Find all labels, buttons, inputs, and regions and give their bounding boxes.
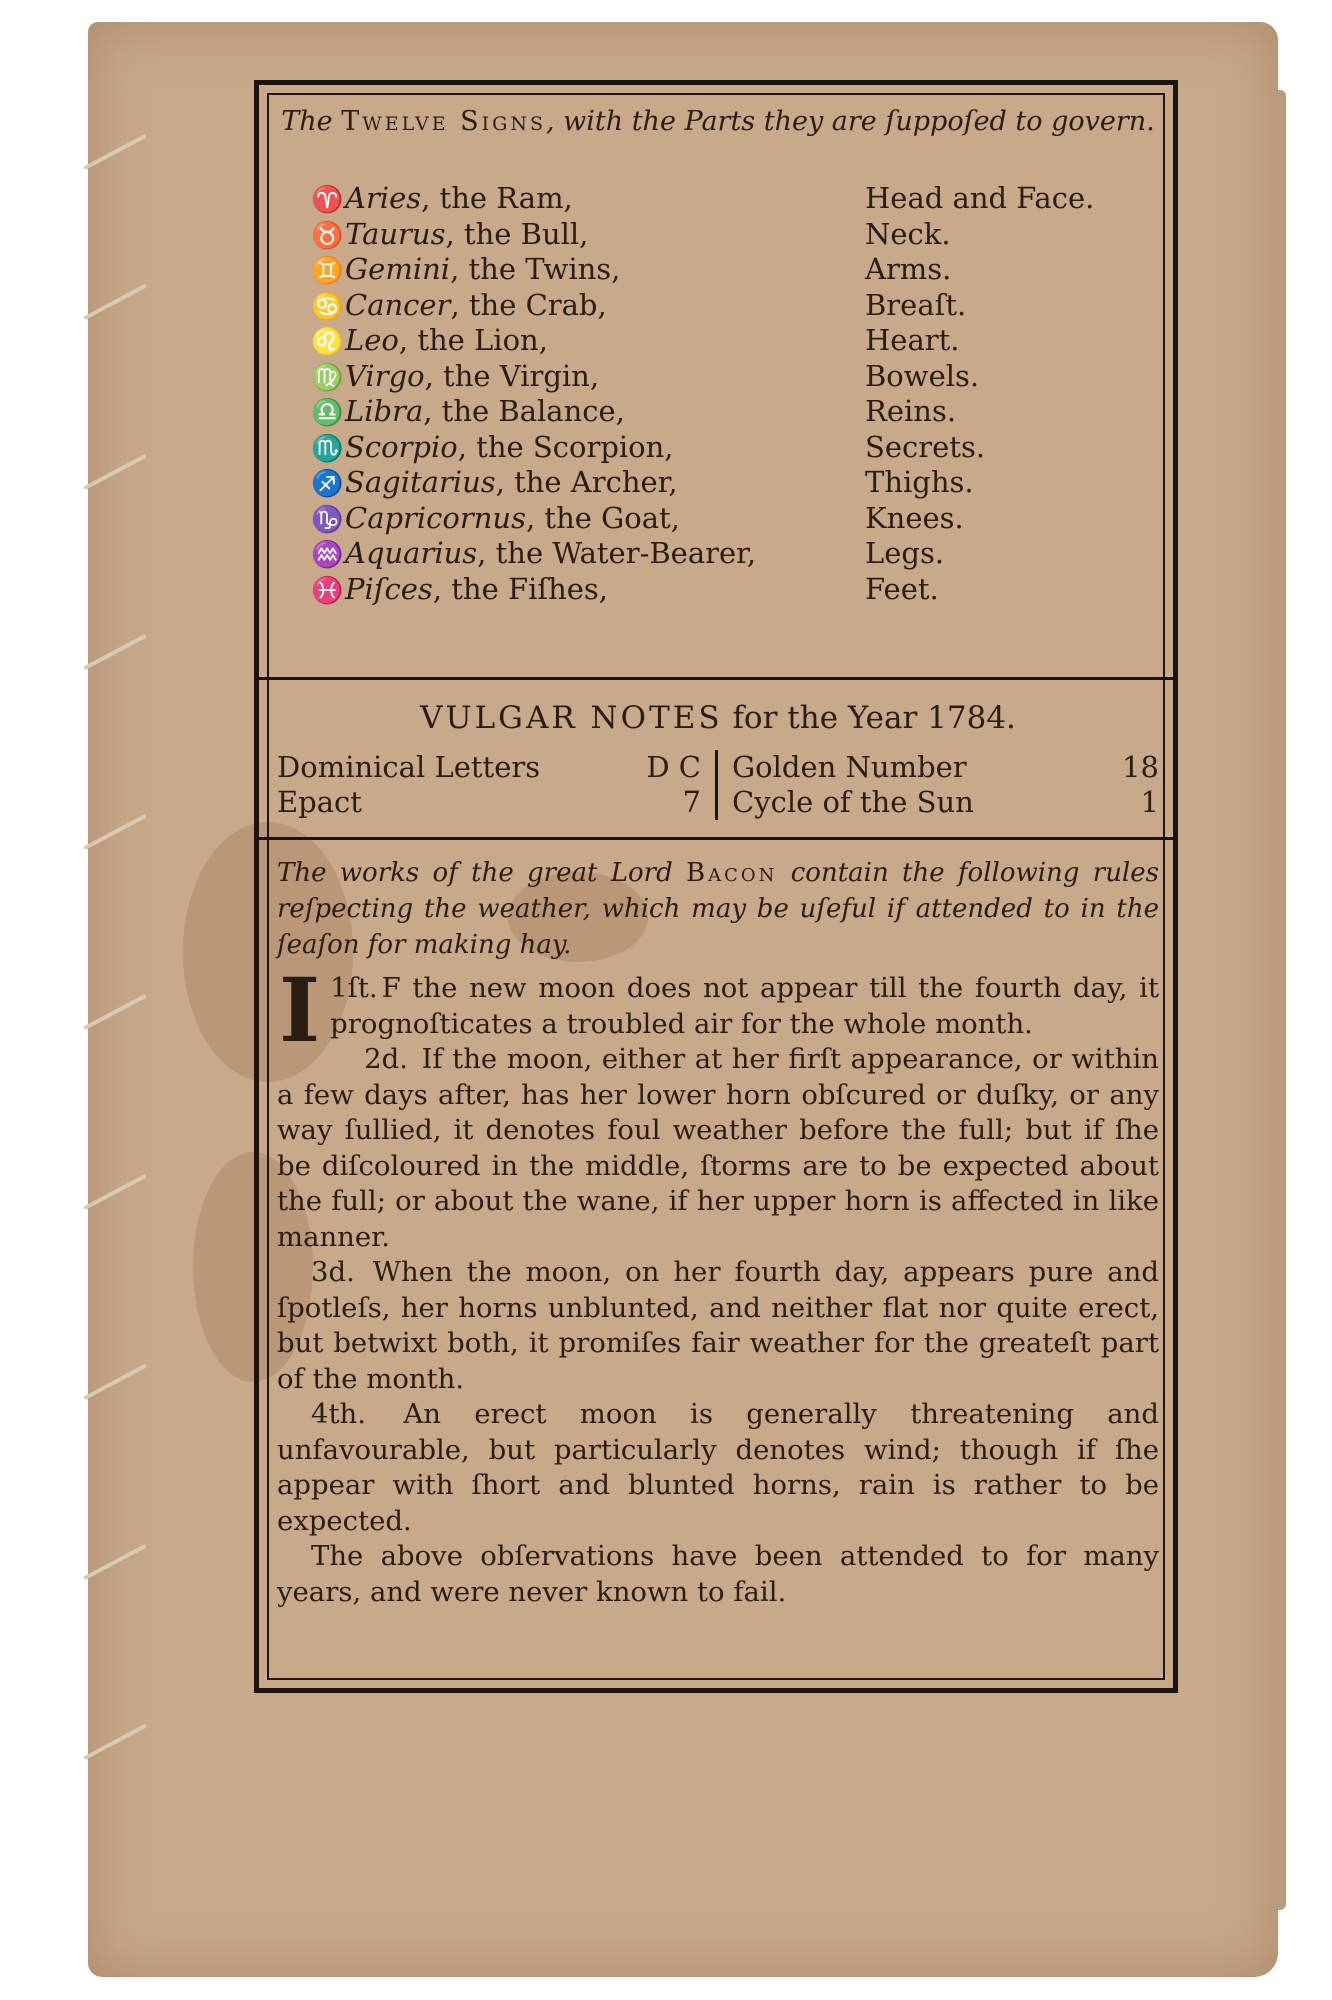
table-row: Epact 7 [277, 785, 701, 819]
aquarius-icon: ♒ [311, 540, 344, 570]
table-row: Golden Number 18 [732, 750, 1159, 784]
bacon-intro: The works of the great Lord Bacon contain the following rules reſpecting the weather, which may be uſeful if attended to in the ſeaſon for making hay. [277, 858, 1159, 960]
list-item: ♌ Leo, the Lion, Heart. [277, 323, 1159, 359]
vulgar-notes-table [277, 750, 1159, 820]
scorpio-icon: ♏ [311, 433, 344, 464]
list-item: ♈ Aries, the Ram, Head and Face. [277, 181, 1159, 217]
printed-frame [254, 80, 1178, 1693]
list-item: ♏ Scorpio, the Scorpion, Secrets. [277, 430, 1159, 466]
signs-title: The Twelve Signs, with the Parts they are ſuppoſed to govern. [281, 106, 1155, 137]
rule-4: 4th. An erect moon is generally threatening and unfavourable, but particularly denotes wind; though if ſhe appear with ſhort and blunted horns, rain is rather to be expected. [277, 1398, 1159, 1537]
vulgar-notes-right [718, 750, 1159, 820]
list-item: ♒ Aquarius, the Water-Bearer, Legs. [277, 536, 1159, 572]
libra-icon: ♎ [311, 398, 344, 428]
rule-2: 2d. If the moon, either at her firſt appearance, or within a few days after, has her lower horn obſcured or duſky, or any way ſullied, it denotes foul weather before the full; but if ſhe be diſcoloured in the middle, ſtorms are to be expected about the full; or about the wane, if her upper horn is affected in like manner. [277, 1043, 1159, 1253]
cancer-icon: ♋ [311, 291, 344, 322]
section-divider [259, 837, 1173, 840]
list-item: ♊ Gemini, the Twins, Arms. [277, 252, 1159, 288]
drop-cap: I [279, 958, 321, 1062]
rule-1: 1ſt. I F the new moon does not appear till the fourth day, it prognoſticates a troubled air for the whole month. [279, 958, 1159, 1062]
list-item: ♐ Sagitarius, the Archer, Thighs. [277, 465, 1159, 501]
table-row: Dominical Letters D C [277, 750, 701, 784]
signs-list [277, 181, 1159, 607]
table-row: Cycle of the Sun 1 [732, 785, 1159, 819]
vulgar-notes-left [277, 750, 718, 820]
weather-rules [277, 958, 1159, 1610]
rule-3: 3d. When the moon, on her fourth day, appears pure and ſpotleſs, her horns unblunted, and neither flat nor quite erect, but betwixt both, it promiſes fair weather for the greateſt part of the month. [277, 1256, 1159, 1395]
capricorn-icon: ♑ [311, 504, 344, 535]
list-item: ♉ Taurus, the Bull, Neck. [277, 217, 1159, 253]
list-item: ♍ Virgo, the Virgin, Bowels. [277, 359, 1159, 395]
list-item: ♓ Piſces, the Fiſhes, Feet. [277, 572, 1159, 608]
aries-icon: ♈ [311, 185, 344, 215]
leo-icon: ♌ [311, 327, 344, 357]
section-divider [259, 677, 1173, 680]
list-item: ♋ Cancer, the Crab, Breaſt. [277, 288, 1159, 324]
list-item: ♎ Libra, the Balance, Reins. [277, 394, 1159, 430]
virgo-icon: ♍ [311, 362, 344, 393]
closing-note: The above obſervations have been attended to for many years, and were never known to fail. [277, 1540, 1159, 1608]
vulgar-notes-title: VULGAR NOTES for the Year 1784. [420, 700, 1016, 736]
gemini-icon: ♊ [311, 256, 344, 286]
pisces-icon: ♓ [311, 575, 344, 606]
sagittarius-icon: ♐ [311, 469, 344, 499]
list-item: ♑ Capricornus, the Goat, Knees. [277, 501, 1159, 537]
taurus-icon: ♉ [311, 220, 344, 251]
